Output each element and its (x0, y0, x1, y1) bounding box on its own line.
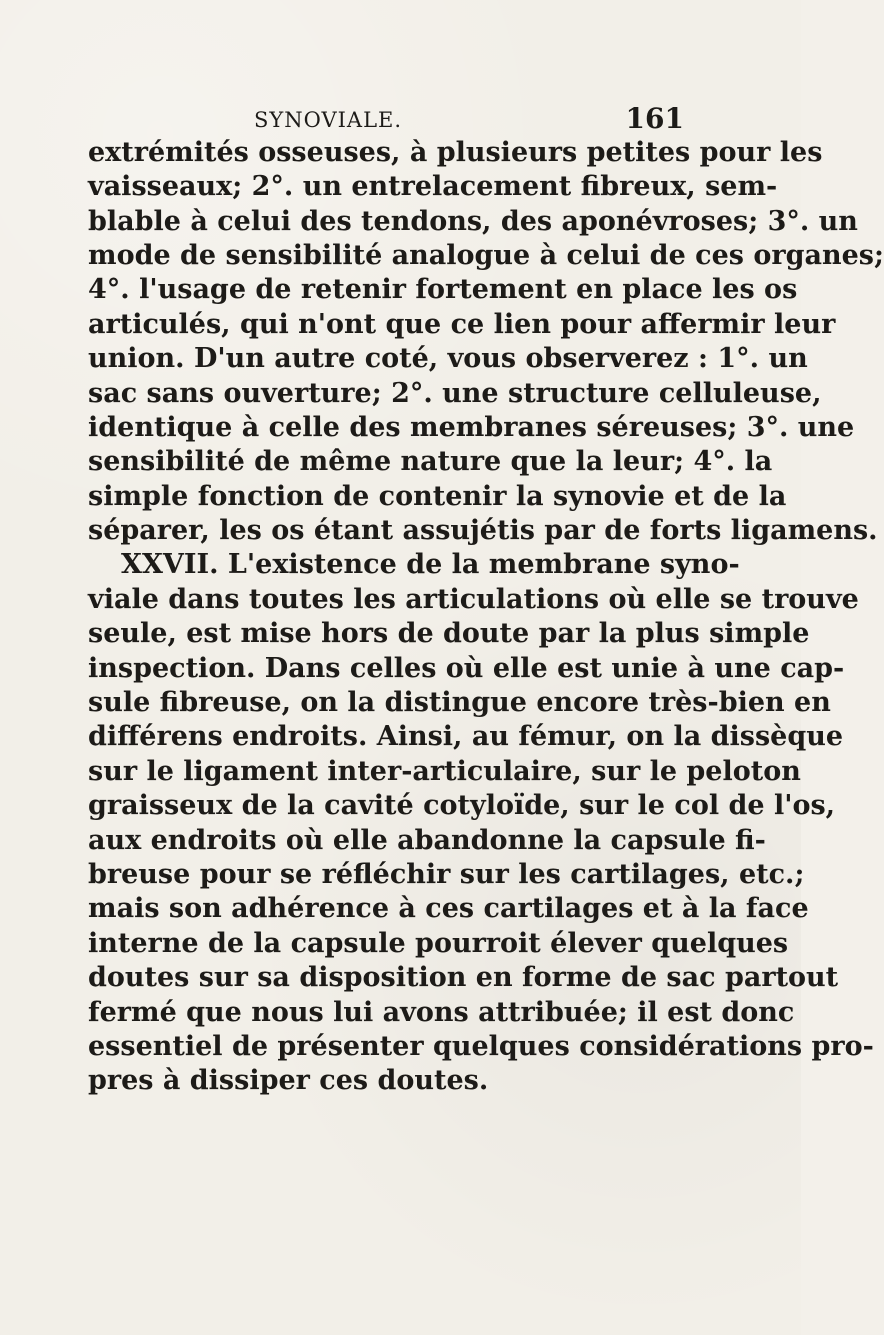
text-line: aux endroits où elle abandonne la capsule fi- (88, 825, 766, 856)
text-line: doutes sur sa disposition en forme de sac partout (88, 962, 839, 993)
text-line: extrémités osseuses, à plusieurs petites pour les (88, 137, 823, 168)
text-line: inspection. Dans celles où elle est unie à une cap- (88, 653, 845, 684)
text-line: pres à dissiper ces doutes. (88, 1065, 489, 1096)
text-line: union. D'un autre coté, vous observerez : 1°. un (88, 343, 808, 374)
page-number: 161 (625, 102, 684, 135)
text-line: sule fibreuse, on la distingue encore très-bien en (88, 687, 831, 718)
text-line: mode de sensibilité analogue à celui de ces organes; (88, 240, 884, 271)
text-line: mais son adhérence à ces cartilages et à la face (88, 893, 809, 924)
text-line: identique à celle des membranes séreuses; 3°. une (88, 412, 855, 443)
text-line: graisseux de la cavité cotyloïde, sur le col de l'os, (88, 790, 836, 821)
text-line: sac sans ouverture; 2°. une structure celluleuse, (88, 378, 822, 409)
text-line: 4°. l'usage de retenir fortement en place les os (88, 274, 798, 305)
text-line: viale dans toutes les articulations où elle se trouve (88, 584, 859, 615)
text-line: interne de la capsule pourroit élever quelques (88, 928, 789, 959)
text-line: sur le ligament inter-articulaire, sur le peloton (88, 756, 801, 787)
text-line: sensibilité de même nature que la leur; 4°. la (88, 446, 773, 477)
text-line: blable à celui des tendons, des aponévroses; 3°. un (88, 206, 858, 237)
text-line: fermé que nous lui avons attribuée; il est donc (88, 997, 795, 1028)
text-line: breuse pour se réfléchir sur les cartilages, etc.; (88, 859, 805, 890)
text-line: séparer, les os étant assujétis par de forts ligamens. (88, 515, 878, 546)
text-line: différens endroits. Ainsi, au fémur, on la dissèque (88, 721, 844, 752)
section-start-line: XXVII. L'existence de la membrane syno- (121, 549, 740, 580)
text-line: vaisseaux; 2°. un entrelacement fibreux, sem- (88, 171, 778, 202)
text-line: seule, est mise hors de doute par la plus simple (88, 618, 810, 649)
text-line: articulés, qui n'ont que ce lien pour affermir leur (88, 309, 836, 340)
text-line: essentiel de présenter quelques considérations pro- (88, 1031, 874, 1062)
text-line: simple fonction de contenir la synovie et de la (88, 481, 787, 512)
running-title: SYNOVIALE. (254, 108, 403, 132)
